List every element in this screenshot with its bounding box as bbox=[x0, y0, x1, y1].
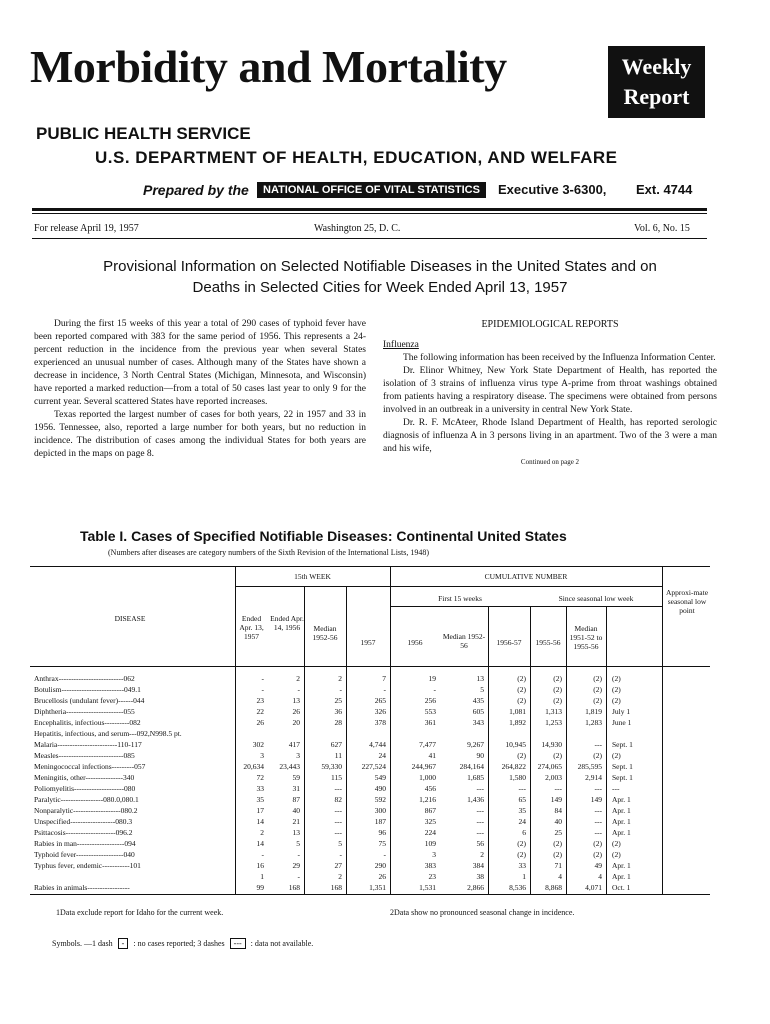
table-cell: 21 bbox=[292, 817, 300, 826]
table-cell: 2,003 bbox=[545, 773, 562, 782]
table-cell: 36 bbox=[334, 707, 342, 716]
table-cell: Oct. 1 bbox=[612, 883, 631, 892]
table-cell: 33 bbox=[518, 861, 526, 870]
table-cell: --- bbox=[334, 828, 342, 837]
table-cell: (2) bbox=[612, 751, 621, 760]
box-line-report: Report bbox=[623, 84, 690, 109]
table-cell: 49 bbox=[594, 861, 602, 870]
continued-note: Continued on page 2 bbox=[520, 458, 580, 466]
table-cell: (2) bbox=[517, 685, 526, 694]
disease-name: Anthrax--------------------------062 bbox=[34, 674, 135, 683]
disease-name: Meningococcal infections---------057 bbox=[34, 762, 146, 771]
table-cell: July 1 bbox=[612, 707, 631, 716]
table-subtitle: (Numbers after diseases are category numbers of the Sixth Revision of the International Lists, 1948) bbox=[108, 548, 430, 557]
table-cell: --- bbox=[476, 806, 484, 815]
table-cell: 1,000 bbox=[419, 773, 436, 782]
table-cell: (2) bbox=[553, 696, 562, 705]
table-cell: 41 bbox=[428, 751, 436, 760]
table-cell: 40 bbox=[554, 817, 562, 826]
table-cell: 31 bbox=[292, 784, 300, 793]
table-cell: (2) bbox=[553, 839, 562, 848]
table-cell: - bbox=[433, 685, 436, 694]
h-cum: CUMULATIVE NUMBER bbox=[484, 572, 568, 581]
table-cell: 168 bbox=[288, 883, 300, 892]
table-cell: 2,866 bbox=[467, 883, 484, 892]
table-cell: 4 bbox=[558, 872, 562, 881]
table-cell: --- bbox=[476, 817, 484, 826]
table-cell: 25 bbox=[334, 696, 342, 705]
table-cell: --- bbox=[594, 740, 602, 749]
table-cell: (2) bbox=[517, 751, 526, 760]
table-cell: 4,071 bbox=[585, 883, 602, 892]
table-cell: 11 bbox=[334, 751, 342, 760]
table-cell: 13 bbox=[292, 696, 300, 705]
table-rule-sub bbox=[390, 606, 662, 607]
disease-name: Malaria------------------------110-117 bbox=[34, 740, 142, 749]
table-cell: 149 bbox=[550, 795, 562, 804]
table-cell: 1,892 bbox=[509, 718, 526, 727]
table-cell: 224 bbox=[424, 828, 436, 837]
table-cell: 1,580 bbox=[509, 773, 526, 782]
table-cell: 26 bbox=[256, 718, 264, 727]
table-cell: 4,744 bbox=[369, 740, 386, 749]
h-disease: DISEASE bbox=[114, 614, 146, 623]
symbol-dash: - bbox=[118, 938, 129, 949]
headline-line1: Provisional Information on Selected Notifiable Diseases in the United States and on bbox=[103, 258, 657, 275]
h-median2: Median 1952-56 bbox=[442, 632, 486, 650]
table-cell: Sept. 1 bbox=[612, 762, 633, 771]
table-cell: - bbox=[261, 685, 264, 694]
table-cell: Apr. 1 bbox=[612, 806, 631, 815]
table-cell: (2) bbox=[612, 696, 621, 705]
table-cell: (2) bbox=[593, 685, 602, 694]
place: Washington 25, D. C. bbox=[314, 223, 401, 234]
table-cell: 592 bbox=[374, 795, 386, 804]
table-cell: (2) bbox=[612, 850, 621, 859]
disease-name: Nonparalytic-------------------080.2 bbox=[34, 806, 138, 815]
table-cell: 1,313 bbox=[545, 707, 562, 716]
agency-name: PUBLIC HEALTH SERVICE bbox=[36, 124, 251, 143]
table-cell: Sept. 1 bbox=[612, 773, 633, 782]
table-cell: 35 bbox=[256, 795, 264, 804]
table-cell: Apr. 1 bbox=[612, 872, 631, 881]
table-cell: 553 bbox=[424, 707, 436, 716]
table-cell: 71 bbox=[554, 861, 562, 870]
table-cell: 264,822 bbox=[501, 762, 526, 771]
table-cell: 2 bbox=[480, 850, 484, 859]
table-cell: 2 bbox=[260, 828, 264, 837]
table-cell: 256 bbox=[424, 696, 436, 705]
table-cell: --- bbox=[334, 806, 342, 815]
epidemiological-reports bbox=[383, 318, 717, 469]
table-cell: June 1 bbox=[612, 718, 632, 727]
table-cell: 384 bbox=[472, 861, 484, 870]
disease-name: Measles--------------------------085 bbox=[34, 751, 135, 760]
table-cell: --- bbox=[594, 828, 602, 837]
disease-name: Psittacosis--------------------096.2 bbox=[34, 828, 133, 837]
table-cell: Apr. 1 bbox=[612, 817, 631, 826]
table-cell: 2,914 bbox=[585, 773, 602, 782]
table-cell: - bbox=[339, 685, 342, 694]
table-cell: 383 bbox=[424, 861, 436, 870]
table-cell: - bbox=[261, 674, 264, 683]
table-cell: 13 bbox=[476, 674, 484, 683]
table-cell: 3 bbox=[296, 751, 300, 760]
table-cell: 72 bbox=[256, 773, 264, 782]
table-cell: Apr. 1 bbox=[612, 828, 631, 837]
table-cell: 25 bbox=[554, 828, 562, 837]
h-ended57: Ended Apr. 13, 1957 bbox=[239, 614, 264, 641]
executive-phone: Executive 3-6300, bbox=[498, 182, 607, 197]
table-cell: 23,443 bbox=[279, 762, 300, 771]
table-cell: 1,819 bbox=[585, 707, 602, 716]
table-cell: 65 bbox=[518, 795, 526, 804]
table-bottom-rule bbox=[30, 894, 710, 895]
table-cell: 867 bbox=[424, 806, 436, 815]
table-cell: 96 bbox=[378, 828, 386, 837]
table-cell: 5 bbox=[296, 839, 300, 848]
table-cell: 168 bbox=[330, 883, 342, 892]
table-cell: 10,945 bbox=[505, 740, 526, 749]
influenza-paragraph-3: Dr. R. F. McAteer, Rhode Island Department of Health, has reported serologic diagnosis of influenza A in 3 persons living in an apartment. Two of the 3 were a man and his wife, bbox=[383, 418, 717, 454]
table-cell: --- bbox=[594, 817, 602, 826]
table-cell: 59 bbox=[292, 773, 300, 782]
table-cell: 1,081 bbox=[509, 707, 526, 716]
table-cell: 244,967 bbox=[411, 762, 436, 771]
table-cell: (2) bbox=[553, 685, 562, 694]
table-cell: (2) bbox=[612, 685, 621, 694]
table-cell: 3 bbox=[260, 751, 264, 760]
table-cell: (2) bbox=[517, 674, 526, 683]
table-cell: (2) bbox=[593, 751, 602, 760]
disease-name: Poliomyelitis--------------------080 bbox=[34, 784, 136, 793]
table-cell: 9,267 bbox=[467, 740, 484, 749]
release-date: For release April 19, 1957 bbox=[34, 223, 139, 234]
table-cell: 84 bbox=[554, 806, 562, 815]
header-rule bbox=[32, 208, 707, 211]
table-top-rule bbox=[30, 566, 710, 567]
table-cell: 16 bbox=[256, 861, 264, 870]
table-cell: 1,253 bbox=[545, 718, 562, 727]
table-cell: 2 bbox=[296, 674, 300, 683]
table-cell: 56 bbox=[476, 839, 484, 848]
table-cell: 13 bbox=[292, 828, 300, 837]
table-cell: 1 bbox=[260, 872, 264, 881]
table-cell: 24 bbox=[518, 817, 526, 826]
table-cell: 456 bbox=[424, 784, 436, 793]
phone-extension: Ext. 4744 bbox=[636, 182, 693, 197]
table-cell: (2) bbox=[517, 839, 526, 848]
disease-name: Meningitis, other---------------340 bbox=[34, 773, 135, 782]
table-cell: 20 bbox=[292, 718, 300, 727]
table-cell: --- bbox=[554, 784, 562, 793]
table-cell: 8,868 bbox=[545, 883, 562, 892]
table-cell: 75 bbox=[378, 839, 386, 848]
table-cell: --- bbox=[476, 784, 484, 793]
disease-table bbox=[30, 566, 710, 896]
table-cell: 87 bbox=[292, 795, 300, 804]
table-cell: 14 bbox=[256, 839, 264, 848]
table-cell: 490 bbox=[374, 784, 386, 793]
table-cell: (2) bbox=[553, 751, 562, 760]
symbol-three-dashes: --- bbox=[230, 938, 246, 949]
table-cell: Apr. 1 bbox=[612, 795, 631, 804]
table-cell: --- bbox=[518, 784, 526, 793]
table-cell: 29 bbox=[292, 861, 300, 870]
prepared-by: Prepared by the bbox=[143, 182, 249, 198]
h-approx: Approxi-mate seasonal low point bbox=[665, 588, 709, 615]
table-cell: 2 bbox=[338, 872, 342, 881]
volume-number: Vol. 6, No. 15 bbox=[634, 223, 690, 234]
table-cell: 1,531 bbox=[419, 883, 436, 892]
table-cell: 5 bbox=[480, 685, 484, 694]
table-rule-group bbox=[235, 586, 662, 587]
table-cell: 605 bbox=[472, 707, 484, 716]
h-1957: 1957 bbox=[360, 638, 376, 647]
table-cell: 1,283 bbox=[585, 718, 602, 727]
table-cell: 109 bbox=[424, 839, 436, 848]
table-cell: 82 bbox=[334, 795, 342, 804]
table-cell: 343 bbox=[472, 718, 484, 727]
table-cell: 2 bbox=[338, 674, 342, 683]
h-median: Median 1952-56 bbox=[312, 624, 338, 642]
table-cell: 24 bbox=[378, 751, 386, 760]
table-cell: 38 bbox=[476, 872, 484, 881]
table-cell: 1,436 bbox=[467, 795, 484, 804]
table-cell: 361 bbox=[424, 718, 436, 727]
table-cell: 5 bbox=[338, 839, 342, 848]
disease-name: Paralytic-----------------080.0,080.1 bbox=[34, 795, 139, 804]
table-cell: --- bbox=[594, 806, 602, 815]
table-cell: 227,524 bbox=[361, 762, 386, 771]
table-cell: 23 bbox=[428, 872, 436, 881]
table-cell: 99 bbox=[256, 883, 264, 892]
table-cell: 14,930 bbox=[541, 740, 562, 749]
disease-name: Botulism-------------------------049.1 bbox=[34, 685, 141, 694]
table-cell: --- bbox=[594, 784, 602, 793]
disease-name: Hepatitis, infectious, and serum---092,N998.5 pt. bbox=[34, 729, 182, 738]
table-cell: - bbox=[383, 850, 386, 859]
table-cell: (2) bbox=[593, 839, 602, 848]
h-median3: Median 1951-52 to 1955-56 bbox=[569, 624, 603, 651]
table-cell: 20,634 bbox=[243, 762, 264, 771]
h-week: 15th WEEK bbox=[294, 572, 331, 581]
table-cell: 6 bbox=[522, 828, 526, 837]
table-cell: (2) bbox=[553, 674, 562, 683]
table-cell: 7,477 bbox=[419, 740, 436, 749]
table-cell: Sept. 1 bbox=[612, 740, 633, 749]
table-cell: - bbox=[339, 850, 342, 859]
table-cell: 3 bbox=[432, 850, 436, 859]
table-cell: (2) bbox=[593, 850, 602, 859]
table-cell: 187 bbox=[374, 817, 386, 826]
headline bbox=[40, 256, 720, 298]
symbols-pre: Symbols. —1 dash bbox=[52, 939, 113, 948]
table-cell: - bbox=[297, 850, 300, 859]
headline-line2: Deaths in Selected Cities for Week Ended April 13, 1957 bbox=[192, 279, 568, 296]
table-cell: (2) bbox=[593, 674, 602, 683]
footnote-idaho: 1Data exclude report for Idaho for the current week. bbox=[56, 908, 224, 917]
disease-name: Rabies in man-------------------094 bbox=[34, 839, 136, 848]
typhoid-paragraph-1: During the first 15 weeks of this year a total of 290 cases of typhoid fever have been reported compared with 383 for the same period of 1956. This represents a 24-percent reduction in the incidence from the previous year when several States experienced an unusual number of cases. Although many of the States have shown a decrease in incidence, 3 North Central States (Michigan, Minnesota, and Wisconsin) have reported a marked reduction—from a total of 50 cases last year to only 9 for the current year. Several scattered States have reported increases. bbox=[34, 319, 366, 407]
masthead-title: Morbidity and Mortality bbox=[30, 41, 507, 92]
table-cell: (2) bbox=[517, 696, 526, 705]
article-typhoid bbox=[34, 318, 366, 461]
h-ended56: Ended Apr. 14, 1956 bbox=[270, 614, 304, 632]
table-cell: 300 bbox=[374, 806, 386, 815]
table-cell: 435 bbox=[472, 696, 484, 705]
table-cell: 265 bbox=[374, 696, 386, 705]
table-cell: 7 bbox=[382, 674, 386, 683]
disease-name: Typhoid fever-------------------040 bbox=[34, 850, 135, 859]
table-cell: 28 bbox=[334, 718, 342, 727]
table-cell: 26 bbox=[378, 872, 386, 881]
table-cell: 23 bbox=[256, 696, 264, 705]
table-cell: (2) bbox=[553, 850, 562, 859]
table-cell: - bbox=[297, 872, 300, 881]
h-since: Since seasonal low week bbox=[558, 594, 634, 603]
influenza-subheading: Influenza bbox=[383, 340, 419, 350]
disease-name: Unspecified------------------080.3 bbox=[34, 817, 133, 826]
table-cell: 59,330 bbox=[321, 762, 342, 771]
table-cell: 4 bbox=[598, 872, 602, 881]
h-5657: 1956-57 bbox=[496, 638, 522, 647]
disease-name: Rabies in animals----------------- bbox=[34, 883, 130, 892]
disease-name: Encephalitis, infectious----------082 bbox=[34, 718, 141, 727]
table-cell: 285,595 bbox=[577, 762, 602, 771]
table-cell: --- bbox=[334, 817, 342, 826]
table-cell: 17 bbox=[256, 806, 264, 815]
table-cell: 115 bbox=[331, 773, 342, 782]
table-cell: --- bbox=[612, 784, 620, 793]
table-cell: 378 bbox=[374, 718, 386, 727]
weekly-report-box bbox=[608, 46, 705, 118]
box-line-weekly: Weekly bbox=[621, 54, 692, 79]
table-cell: 326 bbox=[374, 707, 386, 716]
table-cell: 284,164 bbox=[459, 762, 484, 771]
table-cell: 302 bbox=[252, 740, 264, 749]
table-cell: (2) bbox=[612, 674, 621, 683]
table-cell: 14 bbox=[256, 817, 264, 826]
influenza-paragraph-2: Dr. Elinor Whitney, New York State Department of Health, has reported the isolation of 3 strains of influenza virus type A-prime from throat washings obtained from patients having a respiratory disease. The specimens were obtained from persons involved in an outbreak in a university in central New York State. bbox=[383, 366, 717, 415]
table-cell: (2) bbox=[593, 696, 602, 705]
disease-name: Typhus fever, endemic-----------101 bbox=[34, 861, 141, 870]
table-cell: 27 bbox=[334, 861, 342, 870]
table-cell: 417 bbox=[288, 740, 300, 749]
epi-heading: EPIDEMIOLOGICAL REPORTS bbox=[481, 319, 619, 330]
meta-rule bbox=[32, 238, 707, 239]
h-5556: 1955-56 bbox=[535, 638, 561, 647]
table-cell: 149 bbox=[590, 795, 602, 804]
table-cell: 35 bbox=[518, 806, 526, 815]
symbols-legend bbox=[52, 938, 313, 949]
table-cell: 325 bbox=[424, 817, 436, 826]
table-cell: 627 bbox=[330, 740, 342, 749]
table-cell: 33 bbox=[256, 784, 264, 793]
footnote-seasonal: 2Data show no pronounced seasonal change in incidence. bbox=[390, 908, 575, 917]
h-1956: 1956 bbox=[407, 638, 423, 647]
table-cell: 22 bbox=[256, 707, 264, 716]
table-cell: (2) bbox=[517, 850, 526, 859]
table-cell: 1 bbox=[522, 872, 526, 881]
header-rule-thin bbox=[32, 213, 707, 214]
office-name: NATIONAL OFFICE OF VITAL STATISTICS bbox=[257, 182, 486, 198]
table-cell: 549 bbox=[374, 773, 386, 782]
disease-name: Brucellosis (undulant fever)------044 bbox=[34, 696, 145, 705]
table-cell: - bbox=[261, 850, 264, 859]
table-cell: 19 bbox=[428, 674, 436, 683]
disease-name: Diphtheria-----------------------055 bbox=[34, 707, 135, 716]
table-cell: 8,536 bbox=[509, 883, 526, 892]
table-cell: Apr. 1 bbox=[612, 861, 631, 870]
typhoid-paragraph-2: Texas reported the largest number of cases for both years, 22 in 1957 and 33 in 1956. Tennessee, also, reported a large number for both years, but no reduction in incidence. The distribution of cases among the individual States for both years are depicted in the maps on page 8. bbox=[34, 410, 366, 459]
table-cell: 290 bbox=[374, 861, 386, 870]
table-cell: 40 bbox=[292, 806, 300, 815]
table-cell: --- bbox=[476, 828, 484, 837]
table-cell: 1,351 bbox=[369, 883, 386, 892]
table-cell: --- bbox=[334, 784, 342, 793]
table-cell: 26 bbox=[292, 707, 300, 716]
table-header-rule bbox=[30, 666, 710, 667]
symbols-post: : data not available. bbox=[250, 939, 314, 948]
table-cell: 90 bbox=[476, 751, 484, 760]
department-name: U.S. DEPARTMENT OF HEALTH, EDUCATION, AND WELFARE bbox=[95, 148, 618, 167]
influenza-paragraph-1: The following information has been received by the Influenza Information Center. bbox=[403, 353, 716, 363]
table-cell: - bbox=[383, 685, 386, 694]
symbols-mid: : no cases reported; 3 dashes bbox=[133, 939, 225, 948]
table-cell: 274,065 bbox=[537, 762, 562, 771]
table-cell: (2) bbox=[612, 839, 621, 848]
table-title: Table I. Cases of Specified Notifiable Diseases: Continental United States bbox=[80, 528, 567, 544]
table-cell: 1,216 bbox=[419, 795, 436, 804]
table-cell: 1,685 bbox=[467, 773, 484, 782]
table-cell: - bbox=[297, 685, 300, 694]
h-first15: First 15 weeks bbox=[438, 594, 482, 603]
